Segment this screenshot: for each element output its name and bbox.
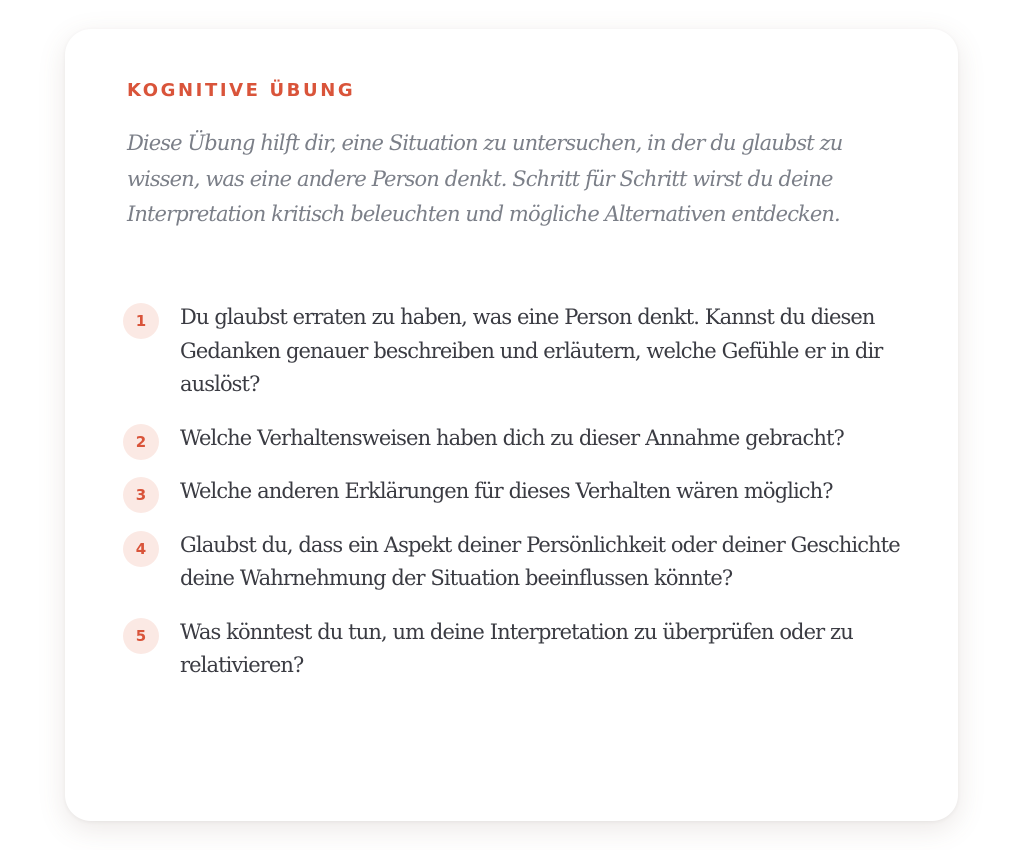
step-item-5 [123,616,913,683]
step-item-4 [123,529,913,596]
step-text: Welche anderen Erklärungen für dieses Verhalten wären möglich? [180,479,833,503]
step-list [123,301,913,703]
step-text: Du glaubst erraten zu haben, was eine Person denkt. Kannst du diesen Gedanken genauer beschreiben und erläutern, welche Gefühle er in dir auslöst? [180,305,883,396]
step-item-1 [123,301,913,402]
step-number-badge: 5 [123,618,159,654]
exercise-eyebrow: KOGNITIVE ÜBUNG [127,80,356,101]
step-text: Was könntest du tun, um deine Interpretation zu überprüfen oder zu relativieren? [180,619,853,677]
step-item-3 [123,475,913,509]
exercise-card [65,29,958,821]
step-text: Welche Verhaltensweisen haben dich zu dieser Annahme gebracht? [180,425,844,450]
step-number-badge: 3 [123,477,159,513]
step-number-badge: 1 [123,303,159,339]
step-item-2 [123,422,913,456]
step-number-badge: 4 [123,531,159,567]
step-text: Glaubst du, dass ein Aspekt deiner Persönlichkeit oder deiner Geschichte deine Wahrnehmung der Situation beeinflussen könnte? [180,532,900,590]
exercise-intro: Diese Übung hilft dir, eine Situation zu untersuchen, in der du glaubst zu wissen, was eine andere Person denkt. Schritt für Schritt wirst du deine Interpretation kritisch beleuchten und mögliche Alternativen entdecken. [127,131,843,226]
step-number-badge: 2 [123,424,159,460]
